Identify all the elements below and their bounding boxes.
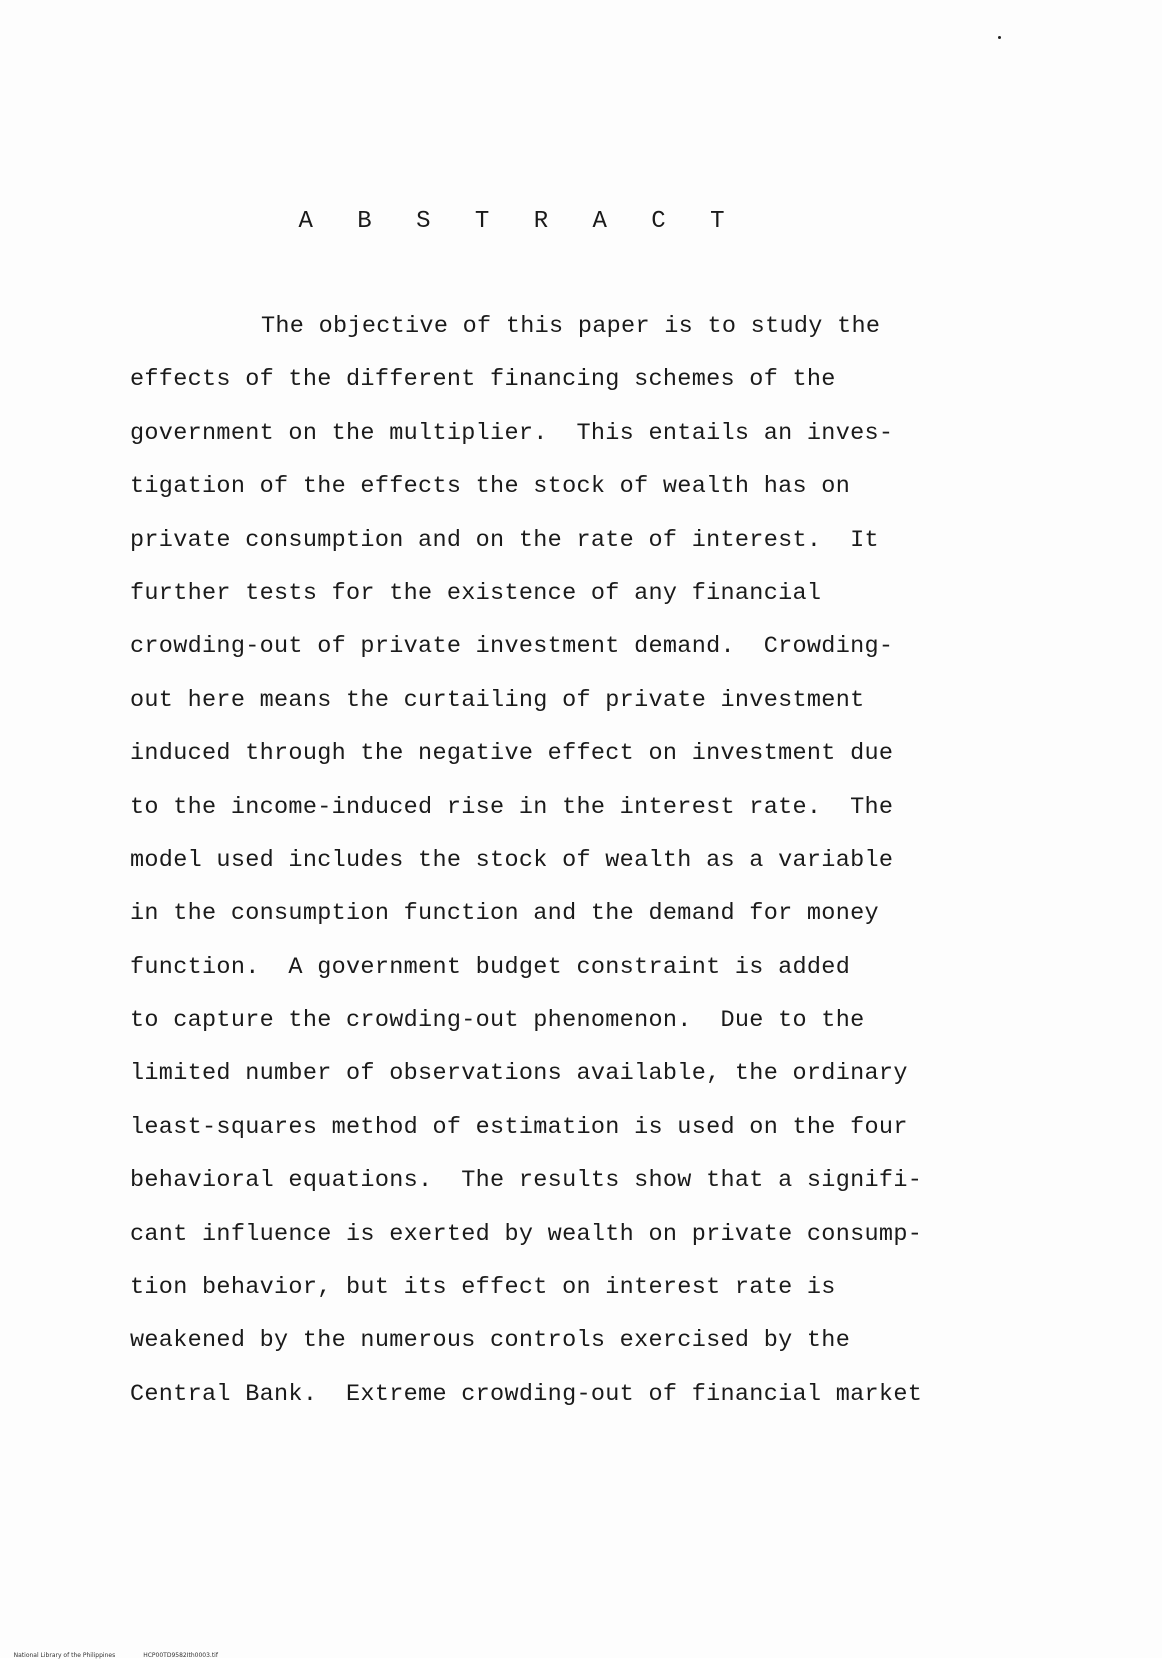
text-line: weakened by the numerous controls exercised by the [130, 1327, 851, 1355]
text-line: tion behavior, but its effect on interest rate is [130, 1274, 836, 1302]
text-line: government on the multiplier. This entails an inves- [130, 419, 894, 447]
text-line: tigation of the effects the stock of wealth has on [130, 473, 851, 501]
text-line: to capture the crowding-out phenomenon. Due to the [130, 1007, 865, 1035]
text-line: effects of the different financing schemes of the [130, 366, 836, 394]
abstract-heading: A B S T R A C T [298, 208, 740, 235]
text-line: behavioral equations. The results show that a signifi- [130, 1167, 923, 1195]
text-line: limited number of observations available, the ordinary [130, 1060, 908, 1088]
text-line: induced through the negative effect on investment due [130, 740, 894, 768]
text-line: function. A government budget constraint is added [130, 953, 851, 981]
text-line: to the income-induced rise in the interest rate. The [130, 793, 894, 821]
text-line: crowding-out of private investment demand. Crowding- [130, 633, 894, 661]
file-id: HCP00TD9582Ith0003.tif [143, 1652, 218, 1659]
text-line: least-squares method of estimation is used on the four [130, 1113, 908, 1141]
text-line: The objective of this paper is to study the [261, 313, 881, 340]
text-line: in the consumption function and the demand for money [130, 900, 879, 928]
text-line: cant influence is exerted by wealth on private consump- [130, 1220, 923, 1248]
text-line: private consumption and on the rate of interest. It [130, 526, 879, 554]
scan-speck [998, 36, 1001, 39]
text-line: model used includes the stock of wealth as a variable [130, 846, 894, 874]
text-line: out here means the curtailing of private investment [130, 686, 865, 714]
text-line: further tests for the existence of any financial [130, 579, 822, 607]
abstract-body [130, 300, 1060, 1421]
scan-footer [6, 1645, 218, 1666]
text-line: Central Bank. Extreme crowding-out of financial market [130, 1380, 923, 1408]
library-credit: National Library of the Philippines [13, 1652, 116, 1659]
